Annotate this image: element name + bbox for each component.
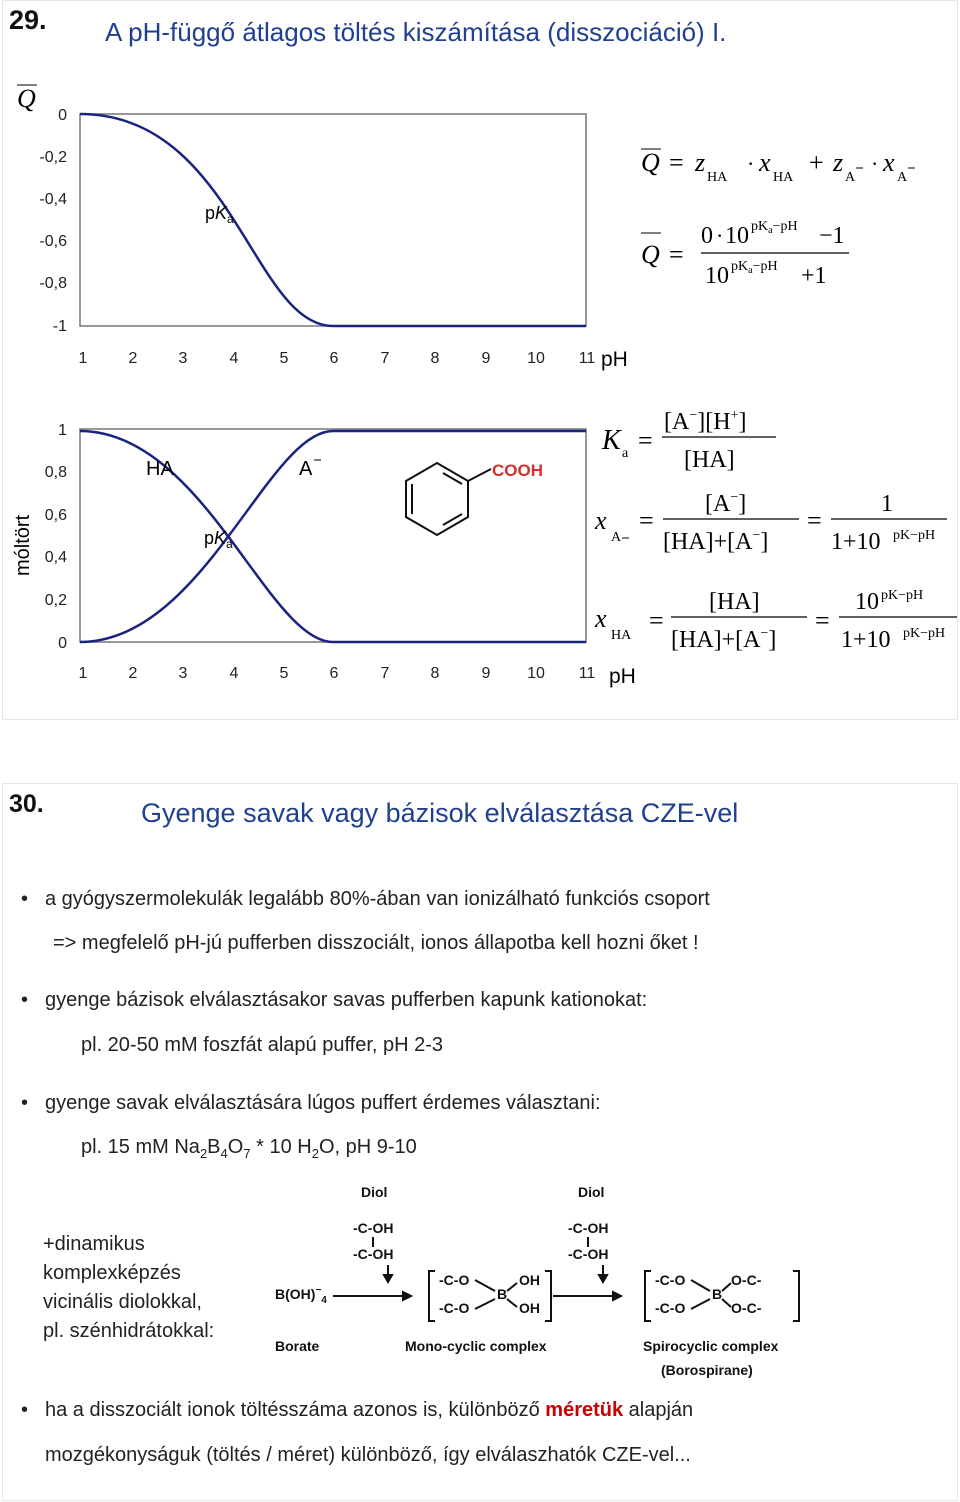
svg-text:[HA]: [HA]	[709, 589, 760, 615]
svg-text:Diol: Diol	[361, 1184, 388, 1200]
y-tick: -1	[52, 318, 67, 335]
x-tick: 7	[380, 665, 390, 682]
x-axis-label: pH	[601, 348, 628, 371]
slide-30	[2, 783, 958, 1501]
y-tick: 0,6	[44, 507, 67, 524]
x-tick: 6	[329, 665, 339, 682]
svg-text:·: ·	[716, 223, 724, 248]
borate-diol-scheme	[263, 1179, 813, 1389]
svg-text:[A−]: [A−]	[705, 490, 747, 517]
svg-text:-C-OH: -C-OH	[353, 1246, 394, 1262]
xha-formula	[591, 581, 960, 661]
svg-text:=: =	[815, 606, 830, 635]
y-tick: 1	[58, 422, 67, 439]
svg-text:Borate: Borate	[275, 1338, 320, 1354]
bullet-dot: •	[21, 888, 29, 910]
svg-text:+: +	[809, 148, 824, 177]
x-tick: 3	[178, 665, 188, 682]
svg-text:Spirocyclic complex: Spirocyclic complex	[643, 1338, 779, 1354]
svg-text:-C-O: -C-O	[439, 1300, 470, 1316]
bullet-3-example: pl. 15 mM $Na_2B_4O_7 * 10$ $H_2O$, pH 9-10	[81, 1136, 417, 1161]
svg-text:HA: HA	[611, 628, 632, 643]
svg-text:=: =	[638, 426, 653, 455]
svg-text:pKa−pH: $pK_a-pH$	[751, 219, 798, 236]
x-tick: 1	[78, 665, 88, 682]
svg-text:pK−pH: pK−pH	[881, 588, 924, 603]
charge-formula-general	[635, 141, 935, 191]
svg-text:OH: OH	[519, 1272, 540, 1288]
svg-text:−1: −1	[819, 223, 845, 249]
x-tick: 9	[481, 350, 491, 367]
svg-text:HA: HA	[707, 170, 728, 185]
pka-label: $pK_a$	[204, 528, 233, 551]
svg-text:K: K	[602, 425, 621, 456]
slide-title: A pH-függő átlagos töltés kiszámítása (disszociáció) I.	[105, 17, 727, 47]
x-tick: 2	[128, 665, 138, 682]
svg-text:Q: Q	[641, 240, 660, 269]
x-tick: 5	[279, 665, 289, 682]
svg-text:10: 10	[725, 223, 749, 249]
svg-text:·: ·	[747, 151, 755, 176]
charge-curve	[80, 114, 586, 326]
slide-29	[2, 0, 958, 720]
charge-formula-specific	[635, 211, 865, 291]
x-tick: 1	[78, 350, 88, 367]
y-tick: -0,6	[39, 233, 67, 250]
y-tick: -0,2	[39, 149, 67, 166]
x-tick: 11	[578, 350, 596, 367]
y-axis-label: móltört	[12, 514, 34, 576]
svg-text:A: A	[845, 170, 856, 185]
slide-number: 29.	[9, 5, 47, 35]
y-tick: 0	[58, 107, 67, 124]
svg-text:10: 10	[855, 589, 879, 615]
bullet-dot: •	[21, 989, 29, 1011]
svg-text:+1: +1	[801, 263, 827, 289]
bullet-dot: •	[21, 1092, 29, 1114]
svg-text:Q: Q	[641, 148, 660, 177]
svg-text:x: x	[595, 506, 607, 535]
x-axis-label: pH	[609, 665, 636, 688]
xa-formula	[591, 483, 960, 563]
svg-text:-C-O: -C-O	[655, 1300, 686, 1316]
benzoic-acid-structure	[406, 463, 491, 535]
x-tick: 8	[430, 665, 440, 682]
bullet-4: ha a disszociált ionok töltésszáma azonos is, különböző méretük alapján	[45, 1399, 694, 1421]
bullet-3: gyenge savak elválasztására lúgos puffert érdemes választani:	[45, 1092, 601, 1114]
svg-text:A: A	[897, 170, 908, 185]
svg-text:-C-O: -C-O	[439, 1272, 470, 1288]
x-tick: 10	[527, 665, 545, 682]
ha-label: HA	[146, 458, 174, 480]
svg-text:Diol: Diol	[578, 1184, 605, 1200]
bullet-2: gyenge bázisok elválasztásakor savas pufferben kapunk kationokat:	[45, 989, 648, 1011]
svg-text:·: ·	[871, 151, 879, 176]
x-tick: 4	[229, 665, 239, 682]
x-tick: 3	[178, 350, 188, 367]
svg-text:-C-OH: -C-OH	[568, 1220, 609, 1236]
svg-text:1+10: 1+10	[831, 529, 881, 555]
svg-text:B: B	[497, 1286, 508, 1302]
svg-text:Mono-cyclic complex: Mono-cyclic complex	[405, 1338, 547, 1354]
svg-text:x: x	[595, 604, 607, 633]
svg-text:(Borospirane): (Borospirane)	[661, 1362, 753, 1378]
svg-text:1: 1	[881, 491, 893, 517]
bullet-dot: •	[21, 1399, 29, 1421]
slide-title: Gyenge savak vagy bázisok elválasztása CZE-vel	[141, 798, 739, 828]
svg-text:pK−pH: pK−pH	[903, 626, 946, 641]
svg-text:pK−pH: pK−pH	[893, 528, 936, 543]
y-tick: -0,8	[39, 275, 67, 292]
svg-text:=: =	[669, 148, 684, 177]
svg-text:O-C-: O-C-	[731, 1272, 762, 1288]
x-tick: 4	[229, 350, 239, 367]
svg-text:1+10: 1+10	[841, 627, 891, 653]
y-tick: -0,4	[39, 191, 67, 208]
x-tick: 10	[527, 350, 545, 367]
svg-text:=: =	[639, 506, 654, 535]
x-tick: 9	[481, 665, 491, 682]
svg-text:10: 10	[705, 263, 729, 289]
x-tick: 7	[380, 350, 390, 367]
complex-text: +dinamikus komplexképzés vicinális diolokkal, pl. szénhidrátokkal:	[43, 1233, 215, 1342]
svg-text:=: =	[669, 240, 684, 269]
y-axis-symbol: Q	[17, 84, 36, 113]
svg-text:x: x	[759, 148, 771, 177]
y-tick: 0,2	[44, 592, 67, 609]
svg-text:0: 0	[701, 223, 713, 249]
svg-text:A: A	[611, 530, 622, 545]
y-tick: 0,8	[44, 464, 67, 481]
svg-text:[A−][H+]: [A−][H+]	[664, 408, 747, 435]
x-tick: 2	[128, 350, 138, 367]
y-tick: 0	[58, 635, 67, 652]
cooh-label: COOH	[492, 461, 543, 480]
charge-chart	[3, 71, 643, 371]
svg-text:HA: HA	[773, 170, 794, 185]
svg-text:=: =	[807, 506, 822, 535]
svg-text:B(OH)−4: $B(OH)^-_4$	[275, 1285, 327, 1306]
svg-text:O-C-: O-C-	[731, 1300, 762, 1316]
y-tick: 0,4	[44, 549, 67, 566]
x-tick: 8	[430, 350, 440, 367]
x-tick: 5	[279, 350, 289, 367]
ka-formula	[598, 399, 798, 479]
bullet-2-example: pl. 20-50 mM foszfát alapú puffer, pH 2-3	[81, 1034, 444, 1056]
svg-text:B: B	[712, 1286, 723, 1302]
x-tick: 6	[329, 350, 339, 367]
mole-fraction-chart	[3, 411, 643, 701]
bullet-1-continuation: => megfelelő pH-jú pufferben disszociált, ionos állapotba kell hozni őket !	[53, 932, 699, 954]
slide-number: 30.	[9, 790, 44, 818]
svg-text:z: z	[833, 148, 844, 177]
svg-text:pKa−pH: $pK_a-pH$	[731, 259, 778, 276]
svg-text:a: a	[622, 446, 629, 461]
svg-text:[HA]: [HA]	[684, 447, 735, 473]
x-tick: 11	[578, 665, 596, 682]
svg-text:OH: OH	[519, 1300, 540, 1316]
svg-text:[HA]+[A−]: [HA]+[A−]	[663, 528, 769, 555]
svg-text:[HA]+[A−]: [HA]+[A−]	[671, 626, 777, 653]
bullet-1: a gyógyszermolekulák legalább 80%-ában van ionizálható funkciós csoport	[45, 888, 710, 910]
bullet-4-continuation: mozgékonyságuk (töltés / méret) különböző, így elválaszhatók CZE-vel...	[45, 1444, 691, 1466]
svg-text:z: z	[695, 148, 706, 177]
svg-text:=: =	[649, 606, 664, 635]
plot-area	[80, 114, 586, 326]
pka-label: $pK_a$	[205, 203, 234, 226]
svg-text:-C-OH: -C-OH	[568, 1246, 609, 1262]
a-label: A	[299, 458, 313, 480]
svg-text:x: x	[883, 148, 895, 177]
svg-text:-C-O: -C-O	[655, 1272, 686, 1288]
svg-text:-C-OH: -C-OH	[353, 1220, 394, 1236]
